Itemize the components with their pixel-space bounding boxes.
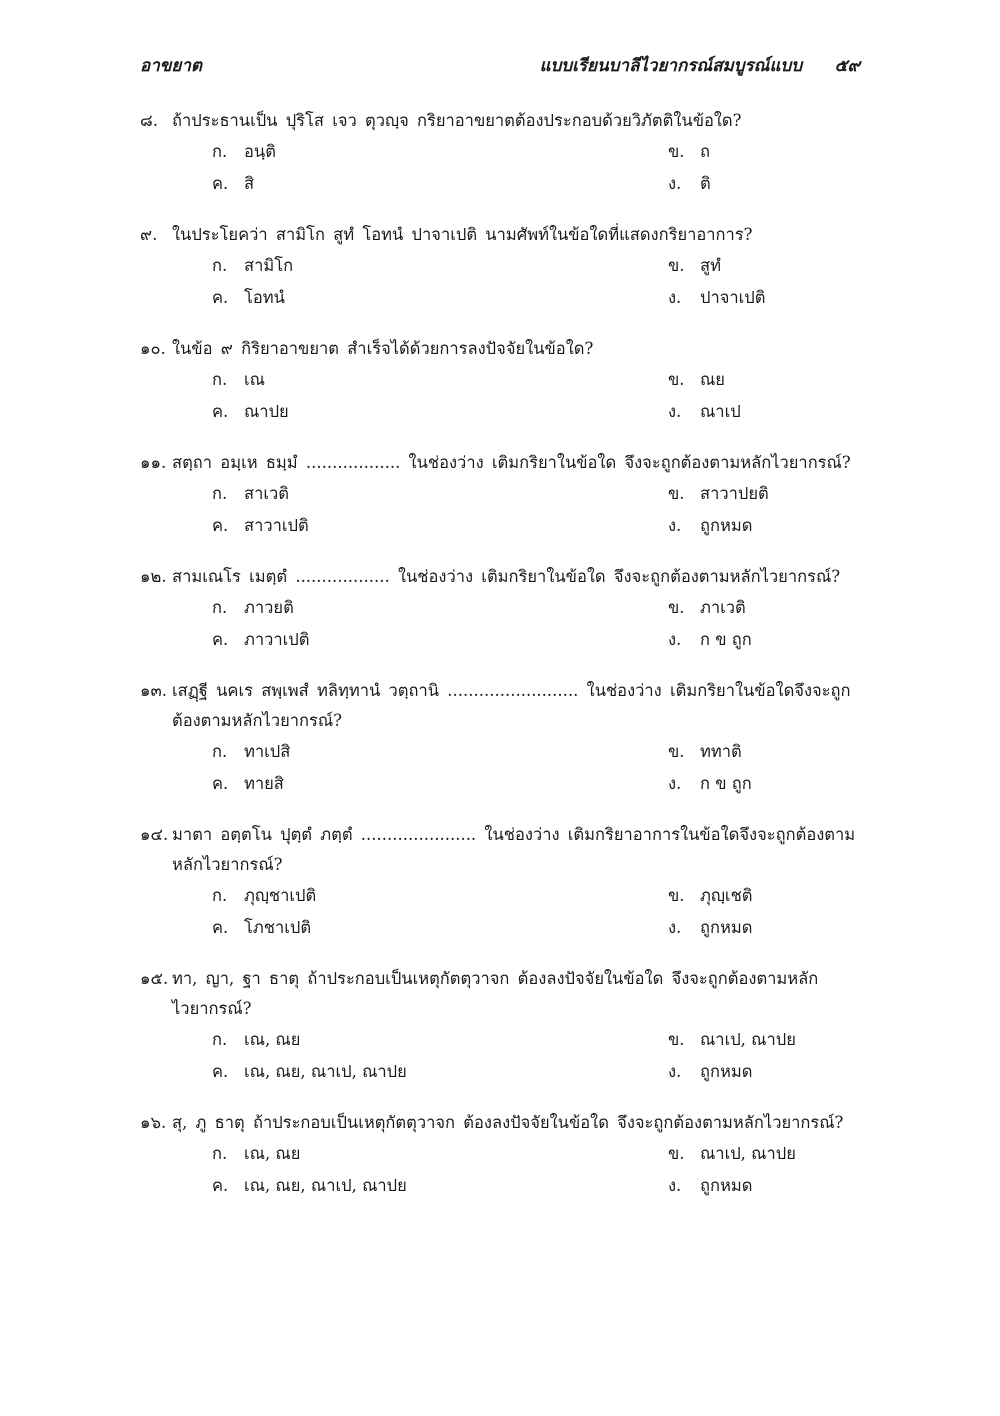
question-text: เสฏฺฐี นคเร สพฺเพสํ ทลิทฺทานํ วตฺถานิ ......................... ในช่องว่าง เติมกริยาในข้อใดจึงจะถูกต้องตามหลักไวยากรณ์? (172, 681, 851, 730)
answer-option (212, 592, 294, 624)
option-row (140, 592, 860, 624)
option-row (140, 478, 860, 510)
answer-option (668, 880, 753, 912)
question-stem (140, 820, 860, 880)
chapter-label: อาขยาต (140, 56, 202, 76)
question-item (140, 562, 860, 656)
option-row (140, 1056, 860, 1088)
option-text: ภาเวติ (700, 598, 746, 617)
option-text: สูทํ (700, 256, 721, 275)
option-text: เณ, ณย (244, 1030, 301, 1049)
question-item (140, 220, 860, 314)
answer-option (212, 736, 290, 768)
question-number: ๑๐. (140, 339, 166, 358)
answer-option (668, 1138, 796, 1170)
option-text: ณาเป, ณาปย (700, 1144, 796, 1163)
option-row (140, 768, 860, 800)
question-item (140, 964, 860, 1088)
option-text: สาวาเปติ (244, 516, 309, 535)
question-item (140, 106, 860, 200)
question-text: สามเณโร เมตฺตํ .................. ในช่องว่าง เติมกริยาในข้อใด จึงจะถูกต้องตามหลักไวยากรณ์? (172, 567, 841, 586)
option-row (140, 912, 860, 944)
option-label: ง. (668, 402, 682, 421)
option-label: ข. (668, 1030, 685, 1049)
option-text: ถ (700, 142, 710, 161)
question-number: ๑๒. (140, 567, 167, 586)
question-stem (140, 106, 860, 136)
answer-option (212, 250, 293, 282)
question-item (140, 1108, 860, 1202)
answer-option (212, 1056, 407, 1088)
question-stem (140, 562, 860, 592)
option-text: ภุญฺเชติ (700, 886, 753, 905)
question-stem (140, 220, 860, 250)
option-label: ง. (668, 774, 682, 793)
option-label: ก. (212, 1144, 228, 1163)
book-title: แบบเรียนบาลีไวยากรณ์สมบูรณ์แบบ (539, 56, 802, 76)
option-text: เณ, ณย, ณาเป, ณาปย (244, 1176, 407, 1195)
answer-option (668, 1170, 752, 1202)
option-text: ณาปย (244, 402, 289, 421)
question-number: ๑๑. (140, 453, 167, 472)
option-label: ค. (212, 288, 229, 307)
answer-option (668, 1056, 752, 1088)
option-row (140, 168, 860, 200)
question-item (140, 448, 860, 542)
option-label: ค. (212, 516, 229, 535)
question-number: ๑๕. (140, 969, 169, 988)
answer-option (212, 912, 311, 944)
option-text: ถูกหมด (700, 918, 753, 937)
option-label: ข. (668, 1144, 685, 1163)
option-label: ง. (668, 630, 682, 649)
option-label: ก. (212, 1030, 228, 1049)
option-label: ก. (212, 886, 228, 905)
option-row (140, 736, 860, 768)
question-number: ๙. (140, 225, 158, 244)
option-text: ก ข ถูก (700, 630, 752, 649)
option-text: โภชาเปติ (244, 918, 312, 937)
option-text: เณ, ณย, ณาเป, ณาปย (244, 1062, 407, 1081)
option-text: ทายสิ (244, 774, 284, 793)
option-row (140, 624, 860, 656)
option-label: ข. (668, 142, 685, 161)
question-item (140, 676, 860, 800)
option-label: ค. (212, 1176, 229, 1195)
option-row (140, 250, 860, 282)
answer-option (668, 510, 752, 542)
option-text: โอทนํ (244, 288, 285, 307)
answer-option (668, 396, 741, 428)
question-text: สตฺถา อมฺเห ธมฺมํ .................. ในช่องว่าง เติมกริยาในข้อใด จึงจะถูกต้องตามหลักไวยากรณ์? (172, 453, 851, 472)
option-label: ก. (212, 598, 228, 617)
option-text: สิ (244, 174, 255, 193)
option-text: ณย (700, 370, 725, 389)
answer-option (212, 880, 316, 912)
answer-option (212, 768, 284, 800)
option-row (140, 510, 860, 542)
answer-option (212, 510, 309, 542)
option-label: ค. (212, 1062, 229, 1081)
question-number: ๘. (140, 111, 158, 130)
answer-option (668, 592, 746, 624)
option-text: ภุญฺชาเปติ (244, 886, 317, 905)
answer-option (668, 364, 725, 396)
option-label: ข. (668, 598, 685, 617)
answer-option (668, 282, 766, 314)
question-stem (140, 1108, 860, 1138)
option-label: ก. (212, 142, 228, 161)
answer-option (212, 1170, 407, 1202)
question-item (140, 820, 860, 944)
answer-option (212, 478, 289, 510)
option-label: ก. (212, 370, 228, 389)
answer-option (668, 478, 769, 510)
answer-option (212, 624, 310, 656)
answer-option (212, 168, 254, 200)
question-text: ถ้าประธานเป็น ปุริโส เจว ตุวญฺจ กริยาอาขยาตต้องประกอบด้วยวิภัตติในข้อใด? (172, 111, 742, 130)
option-label: ข. (668, 256, 685, 275)
question-list (140, 106, 860, 1222)
answer-option (668, 768, 752, 800)
question-text: มาตา อตฺตโน ปุตฺตํ ภตฺตํ ...................... ในช่องว่าง เติมกริยาอาการในข้อใดจึงจะถูกต้องตามหลักไวยากรณ์? (172, 825, 856, 874)
option-label: ง. (668, 1062, 682, 1081)
option-label: ง. (668, 516, 682, 535)
option-text: ติ (700, 174, 711, 193)
question-stem (140, 448, 860, 478)
answer-option (212, 364, 265, 396)
option-text: ณาเป (700, 402, 741, 421)
option-text: ภาวาเปติ (244, 630, 310, 649)
option-row (140, 880, 860, 912)
question-text: ทา, ญา, ฐา ธาตุ ถ้าประกอบเป็นเหตุกัตตุวาจก ต้องลงปัจจัยในข้อใด จึงจะถูกต้องตามหลักไวยากรณ์? (172, 969, 819, 1018)
answer-option (668, 736, 742, 768)
answer-option (212, 282, 285, 314)
question-stem (140, 334, 860, 364)
option-text: ปาจาเปติ (700, 288, 766, 307)
question-text: สุ, ภู ธาตุ ถ้าประกอบเป็นเหตุกัตตุวาจก ต้องลงปัจจัยในข้อใด จึงจะถูกต้องตามหลักไวยากรณ์? (172, 1113, 844, 1132)
option-text: ก ข ถูก (700, 774, 752, 793)
option-row (140, 282, 860, 314)
option-label: ข. (668, 370, 685, 389)
option-text: เณ (244, 370, 265, 389)
option-text: สาวาปยติ (700, 484, 769, 503)
question-number: ๑๓. (140, 681, 167, 700)
option-label: ง. (668, 174, 682, 193)
option-label: ง. (668, 288, 682, 307)
option-label: ค. (212, 630, 229, 649)
question-text: ในข้อ ๙ กิริยาอาขยาต สำเร็จได้ด้วยการลงปัจจัยในข้อใด? (172, 339, 594, 358)
answer-option (212, 1138, 300, 1170)
option-label: ง. (668, 1176, 682, 1195)
option-text: สาเวติ (244, 484, 289, 503)
option-text: สามิโก (244, 256, 294, 275)
answer-option (668, 250, 721, 282)
answer-option (212, 396, 289, 428)
option-row (140, 136, 860, 168)
page-number: ๕๙ (834, 56, 860, 76)
answer-option (668, 168, 711, 200)
answer-option (668, 912, 752, 944)
question-number: ๑๔. (140, 825, 169, 844)
option-label: ก. (212, 484, 228, 503)
option-label: ง. (668, 918, 682, 937)
option-text: ณาเป, ณาปย (700, 1030, 796, 1049)
answer-option (212, 1024, 300, 1056)
option-row (140, 364, 860, 396)
option-label: ข. (668, 484, 685, 503)
question-text: ในประโยคว่า สามิโก สูทํ โอทนํ ปาจาเปติ นามศัพท์ในข้อใดที่แสดงกริยาอาการ? (172, 225, 753, 244)
option-text: ททาติ (700, 742, 742, 761)
answer-option (668, 136, 710, 168)
option-text: เณ, ณย (244, 1144, 301, 1163)
page-header (140, 52, 860, 82)
option-label: ค. (212, 402, 229, 421)
option-text: ภาวยติ (244, 598, 294, 617)
question-number: ๑๖. (140, 1113, 167, 1132)
option-text: ถูกหมด (700, 1062, 753, 1081)
option-row (140, 396, 860, 428)
option-label: ข. (668, 886, 685, 905)
option-label: ค. (212, 918, 229, 937)
option-text: ถูกหมด (700, 1176, 753, 1195)
option-label: ข. (668, 742, 685, 761)
answer-option (668, 1024, 796, 1056)
option-row (140, 1024, 860, 1056)
question-item (140, 334, 860, 428)
question-stem (140, 964, 860, 1024)
option-label: ค. (212, 174, 229, 193)
option-text: ทาเปสิ (244, 742, 291, 761)
answer-option (668, 624, 752, 656)
option-label: ก. (212, 256, 228, 275)
option-label: ค. (212, 774, 229, 793)
option-row (140, 1170, 860, 1202)
option-row (140, 1138, 860, 1170)
question-stem (140, 676, 860, 736)
option-text: อนฺติ (244, 142, 276, 161)
option-label: ก. (212, 742, 228, 761)
option-text: ถูกหมด (700, 516, 753, 535)
answer-option (212, 136, 276, 168)
